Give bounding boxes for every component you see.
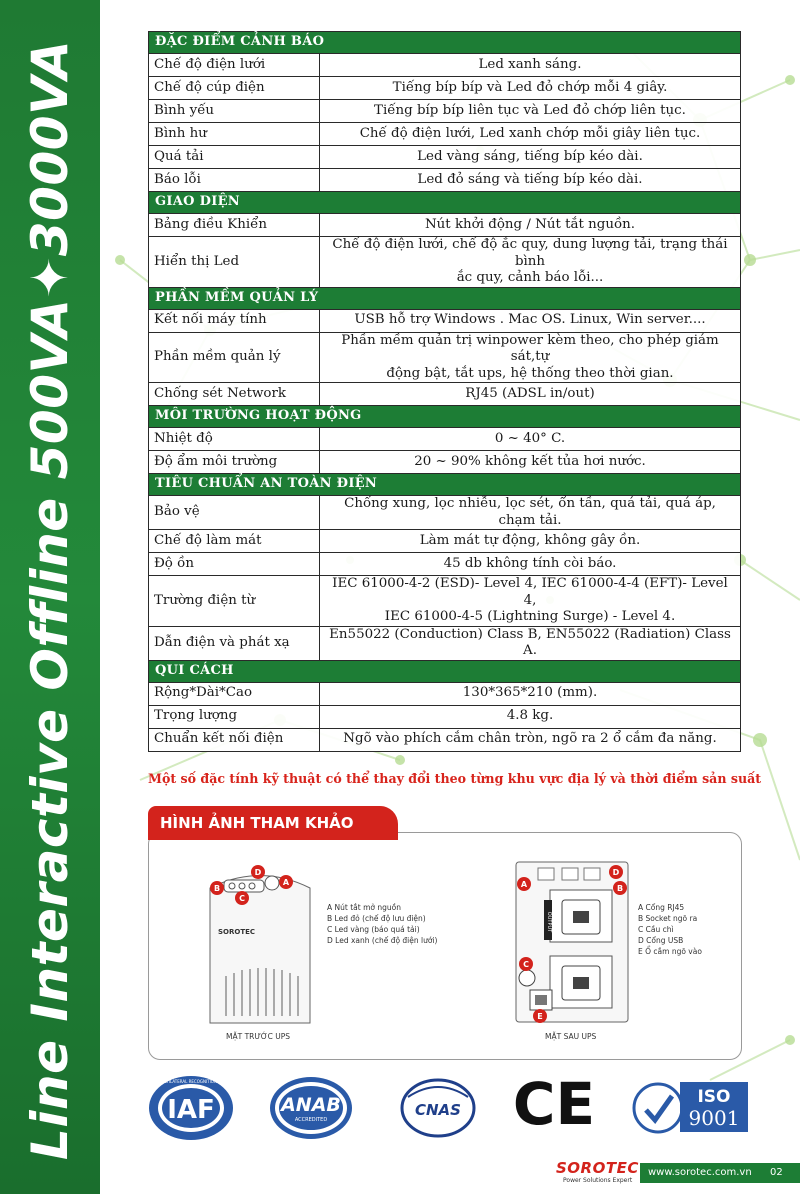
spec-label: Báo lỗi — [149, 169, 320, 192]
spec-label: Nhiệt độ — [149, 428, 320, 451]
spec-label: Chuẩn kết nối điện — [149, 728, 320, 751]
spec-label: Bảo vệ — [149, 496, 320, 530]
spec-row — [149, 682, 741, 705]
back-caption: MẶT SAU UPS — [545, 1032, 597, 1041]
spec-value-line: USB hỗ trợ Windows . Mac OS. Linux, Win server.... — [354, 312, 706, 328]
footer-url[interactable]: www.sorotec.com.vn — [648, 1167, 752, 1178]
spec-row — [149, 169, 741, 192]
spec-label: Bảng điều Khiển — [149, 214, 320, 237]
spec-value — [320, 77, 741, 100]
spec-table — [148, 31, 741, 752]
spec-value-line: Ngõ vào phích cắm chân tròn, ngõ ra 2 ổ cắm đa năng. — [343, 731, 717, 747]
svg-text:9001: 9001 — [688, 1106, 740, 1130]
reference-title: HÌNH ẢNH THAM KHẢO — [160, 814, 354, 832]
cnas-logo — [398, 1075, 478, 1141]
spec-label: Hiển thị Led — [149, 237, 320, 288]
spec-label: Rộng*Dài*Cao — [149, 682, 320, 705]
spec-value-line: Led vàng sáng, tiếng bíp kéo dài. — [417, 148, 643, 164]
spec-row — [149, 626, 741, 660]
spec-label: Độ ồn — [149, 553, 320, 576]
spec-value — [320, 169, 741, 192]
back-legend: A Cổng RJ45 B Socket ngõ ra C Cầu chì D Cổng USB E Ổ cắm ngõ vào — [638, 903, 702, 956]
spec-value — [320, 309, 741, 332]
spec-value — [320, 100, 741, 123]
back-marker-e-label: E — [537, 1012, 543, 1021]
spec-row — [149, 77, 741, 100]
spec-label: Trường điện từ — [149, 576, 320, 627]
section-header-row — [149, 192, 741, 214]
spec-row — [149, 496, 741, 530]
svg-text:ACCREDITED: ACCREDITED — [294, 1117, 328, 1123]
spec-value-line: Chống xung, lọc nhiễu, lọc sét, ổn tần, quá tải, quá áp, chạm tải. — [344, 496, 716, 528]
spec-row — [149, 332, 741, 383]
spec-value — [320, 214, 741, 237]
output-label: OUTPUT — [546, 911, 552, 933]
spec-value — [320, 54, 741, 77]
spec-label: Độ ẩm môi trường — [149, 451, 320, 474]
back-marker-a-label: A — [520, 880, 528, 889]
spec-value — [320, 576, 741, 627]
ce-logo — [508, 1070, 600, 1138]
spec-value-line: IEC 61000-4-5 (Lightning Surge) - Level 4. — [384, 609, 676, 624]
anab-logo — [268, 1075, 354, 1141]
section-header-row — [149, 474, 741, 496]
footer-brand: SOROTEC — [556, 1159, 639, 1177]
spec-value-line: 4.8 kg. — [506, 708, 554, 724]
spec-value-line: Tiếng bíp bíp liên tục và Led đỏ chớp liên tục. — [374, 102, 686, 118]
spec-row — [149, 451, 741, 474]
spec-value-line: ắc quy, cảnh báo lỗi... — [456, 270, 604, 285]
spec-row — [149, 576, 741, 627]
front-marker-a-label: A — [282, 878, 290, 887]
front-legend: A Nút tắt mở nguồn B Led đỏ (chế độ lưu điện) C Led vàng (báo quá tải) D Led xanh (chế độ điện lưới) — [327, 903, 438, 945]
side-title: Line Interactive Offline 500VA✦3000VA — [21, 39, 79, 1160]
section-title: ĐẶC ĐIỂM CẢNH BÁO — [149, 32, 741, 54]
spec-label: Chống sét Network — [149, 383, 320, 406]
spec-value-line: Chế độ điện lưới, chế độ ắc quy, dung lượng tải, trạng thái bình — [332, 237, 728, 269]
ups-front-illustration — [200, 858, 320, 1028]
spec-row — [149, 530, 741, 553]
section-title: MÔI TRƯỜNG HOẠT ĐỘNG — [149, 406, 741, 428]
spec-label: Phần mềm quản lý — [149, 332, 320, 383]
spec-label: Bình hư — [149, 123, 320, 146]
section-title: PHẦN MỀM QUẢN LÝ — [149, 287, 741, 309]
spec-value — [320, 626, 741, 660]
spec-value-line: Phần mềm quản trị winpower kèm theo, cho phép giám sát,tự — [341, 332, 719, 364]
spec-label: Trọng lượng — [149, 705, 320, 728]
spec-value-line: Led xanh sáng. — [478, 56, 582, 72]
svg-text:IAF: IAF — [167, 1095, 215, 1125]
spec-value-line: RJ45 (ADSL in/out) — [465, 385, 595, 401]
section-header-row — [149, 660, 741, 682]
spec-row — [149, 705, 741, 728]
spec-row — [149, 214, 741, 237]
iso-logo — [632, 1074, 756, 1140]
spec-value-line: 130*365*210 (mm). — [462, 685, 598, 701]
spec-value — [320, 332, 741, 383]
svg-text:CE: CE — [512, 1070, 596, 1138]
spec-row — [149, 237, 741, 288]
iaf-logo — [132, 1073, 250, 1143]
spec-value — [320, 530, 741, 553]
front-marker-c-label: C — [239, 894, 245, 903]
svg-text:ANAB: ANAB — [281, 1094, 341, 1116]
spec-value-line: Làm mát tự động, không gây ồn. — [419, 532, 641, 548]
section-title: QUI CÁCH — [149, 660, 741, 682]
spec-label: Dẫn điện và phát xạ — [149, 626, 320, 660]
spec-label: Chế độ làm mát — [149, 530, 320, 553]
spec-value — [320, 428, 741, 451]
spec-value — [320, 123, 741, 146]
spec-row — [149, 123, 741, 146]
spec-value-line: Chế độ điện lưới, Led xanh chớp mỗi giây liên tục. — [359, 125, 701, 141]
front-marker-b-label: B — [213, 884, 221, 893]
front-marker-d-label: D — [254, 868, 262, 877]
spec-value — [320, 383, 741, 406]
spec-value — [320, 237, 741, 288]
spec-value-line: động bật, tắt ups, hệ thống theo thời gian. — [386, 365, 674, 381]
spec-label: Kết nối máy tính — [149, 309, 320, 332]
spec-value — [320, 451, 741, 474]
spec-value-line: Tiếng bíp bíp và Led đỏ chớp mỗi 4 giây. — [392, 79, 668, 95]
spec-value-line: En55022 (Conduction) Class B, EN55022 (Radiation) Class A. — [329, 626, 731, 658]
spec-value — [320, 728, 741, 751]
section-title: TIÊU CHUẨN AN TOÀN ĐIỆN — [149, 474, 741, 496]
svg-text:ISO: ISO — [697, 1087, 731, 1107]
ups-back-illustration — [512, 860, 632, 1028]
back-marker-c-label: C — [523, 960, 529, 969]
spec-row — [149, 54, 741, 77]
front-caption: MẶT TRƯỚC UPS — [226, 1032, 291, 1041]
spec-label: Bình yếu — [149, 100, 320, 123]
page-number: 02 — [770, 1167, 783, 1178]
spec-value — [320, 146, 741, 169]
spec-label: Quá tải — [149, 146, 320, 169]
spec-value-line: 45 db không tính còi báo. — [443, 555, 617, 571]
section-header-row — [149, 287, 741, 309]
spec-value-line: 0 ~ 40° C. — [494, 430, 566, 446]
spec-label: Chế độ điện lưới — [149, 54, 320, 77]
spec-row — [149, 553, 741, 576]
spec-value — [320, 682, 741, 705]
spec-row — [149, 383, 741, 406]
section-title: GIAO DIỆN — [149, 192, 741, 214]
spec-value-line: 20 ~ 90% không kết tủa hơi nước. — [414, 453, 646, 469]
spec-row — [149, 728, 741, 751]
spec-row — [149, 100, 741, 123]
spec-value-line: IEC 61000-4-2 (ESD)- Level 4, IEC 61000-4-4 (EFT)- Level 4, — [332, 576, 728, 608]
section-header-row — [149, 406, 741, 428]
ups-front-brand: SOROTEC — [218, 928, 256, 936]
spec-row — [149, 309, 741, 332]
spec-value — [320, 496, 741, 530]
svg-text:CNAS: CNAS — [415, 1101, 461, 1119]
back-marker-b-label: B — [616, 884, 624, 893]
spec-row — [149, 146, 741, 169]
spec-value — [320, 705, 741, 728]
spec-value-line: Nút khởi động / Nút tắt nguồn. — [424, 216, 636, 232]
svg-text:MEMBER OF MULTILATERAL RECOGNI: MEMBER OF MULTILATERAL RECOGNITION ARRANGEMENT — [132, 1079, 250, 1084]
spec-value — [320, 553, 741, 576]
spec-value-line: Led đỏ sáng và tiếng bíp kéo dài. — [417, 171, 643, 187]
footer-tagline: Power Solutions Expert — [563, 1177, 633, 1184]
section-header-row — [149, 32, 741, 54]
spec-label: Chế độ cúp điện — [149, 77, 320, 100]
back-marker-d-label: D — [612, 868, 620, 877]
disclaimer-note: Một số đặc tính kỹ thuật có thể thay đổi theo từng khu vực địa lý và thời điểm sản suất — [148, 771, 762, 786]
spec-row — [149, 428, 741, 451]
